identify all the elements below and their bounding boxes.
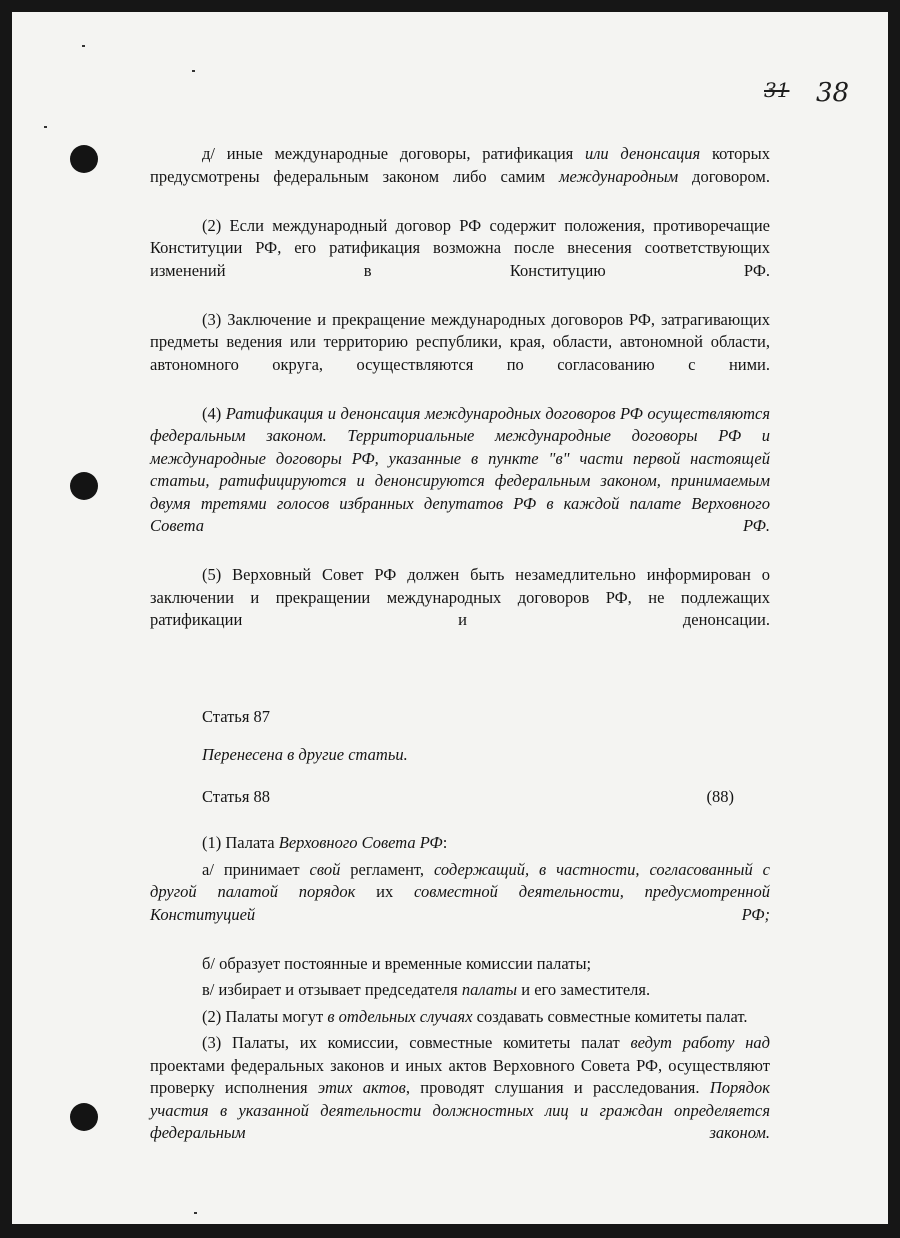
clause: а/ принимает свой регламент, содержащий, в частности, согласованный с другой палатой порядок их совместной деятельности, предусмотренной Конституцией РФ; (150, 859, 770, 924)
clause: б/ образует постоянные и временные комиссии палаты; (202, 953, 592, 973)
punch-hole (70, 472, 98, 500)
clause: (1) Палата Верховного Совета РФ: (202, 833, 448, 852)
article-note: Перенесена в другие статьи. (202, 745, 408, 764)
paragraph: (3) Заключение и прекращение международных договоров РФ, затрагивающих предметы ведения или территорию республики, края, области, автономной области, автономного округа, осуществляются по согласованию с ними. (150, 309, 770, 374)
article-number: (88) (706, 787, 734, 806)
document-page (12, 12, 888, 1224)
scan-speck (192, 70, 195, 72)
paragraph: (2) Если международный договор РФ содержит положения, противоречащие Конституции РФ, его ратификация возможна после внесения соответствующих изменений в Конституцию РФ. (150, 215, 770, 280)
page-number: 38 (816, 78, 850, 108)
article-heading: Статья 88 (88) (150, 786, 770, 808)
punch-hole (70, 145, 98, 173)
scan-speck (82, 45, 85, 47)
article-heading: Статья 87 (202, 707, 271, 726)
document-body (150, 143, 770, 1171)
clause: в/ избирает и отзывает председателя палаты и его заместителя. (202, 980, 651, 999)
paragraph: (5) Верховный Совет РФ должен быть незамедлительно информирован о заключении и прекращении международных договоров РФ, не подлежащих ратификации и денонсации. (150, 565, 770, 629)
scan-speck (194, 1212, 197, 1214)
paragraph: д/ иные международные договоры, ратификация или денонсация которых предусмотрены федеральным законом либо самим международным договором. (150, 144, 770, 186)
punch-hole (70, 1103, 98, 1131)
page-number-crossed: 31 (764, 78, 790, 102)
scan-speck (44, 126, 47, 128)
paragraph: (4) Ратификация и денонсация международных договоров РФ осуществляются федеральным законом. Территориальные международные договоры РФ и международные договоры РФ, указанные в пункте "в" части первой настоящей статьи, ратифицируются и денонсируются федеральным законом, принимаемым двумя третями голосов избранных депутатов РФ в каждой палате Верховного Совета РФ. (150, 403, 770, 535)
clause: (3) Палаты, их комиссии, совместные комитеты палат ведут работу над проектами федеральных законов и иных актов Верховного Совета РФ, осуществляют проверку исполнения этих актов, проводят слушания и расследования. Порядок участия в указанной деятельности должностных лиц и граждан определяется федеральным законом. (150, 1033, 770, 1142)
clause: (2) Палаты могут в отдельных случаях создавать совместные комитеты палат. (202, 1006, 748, 1026)
